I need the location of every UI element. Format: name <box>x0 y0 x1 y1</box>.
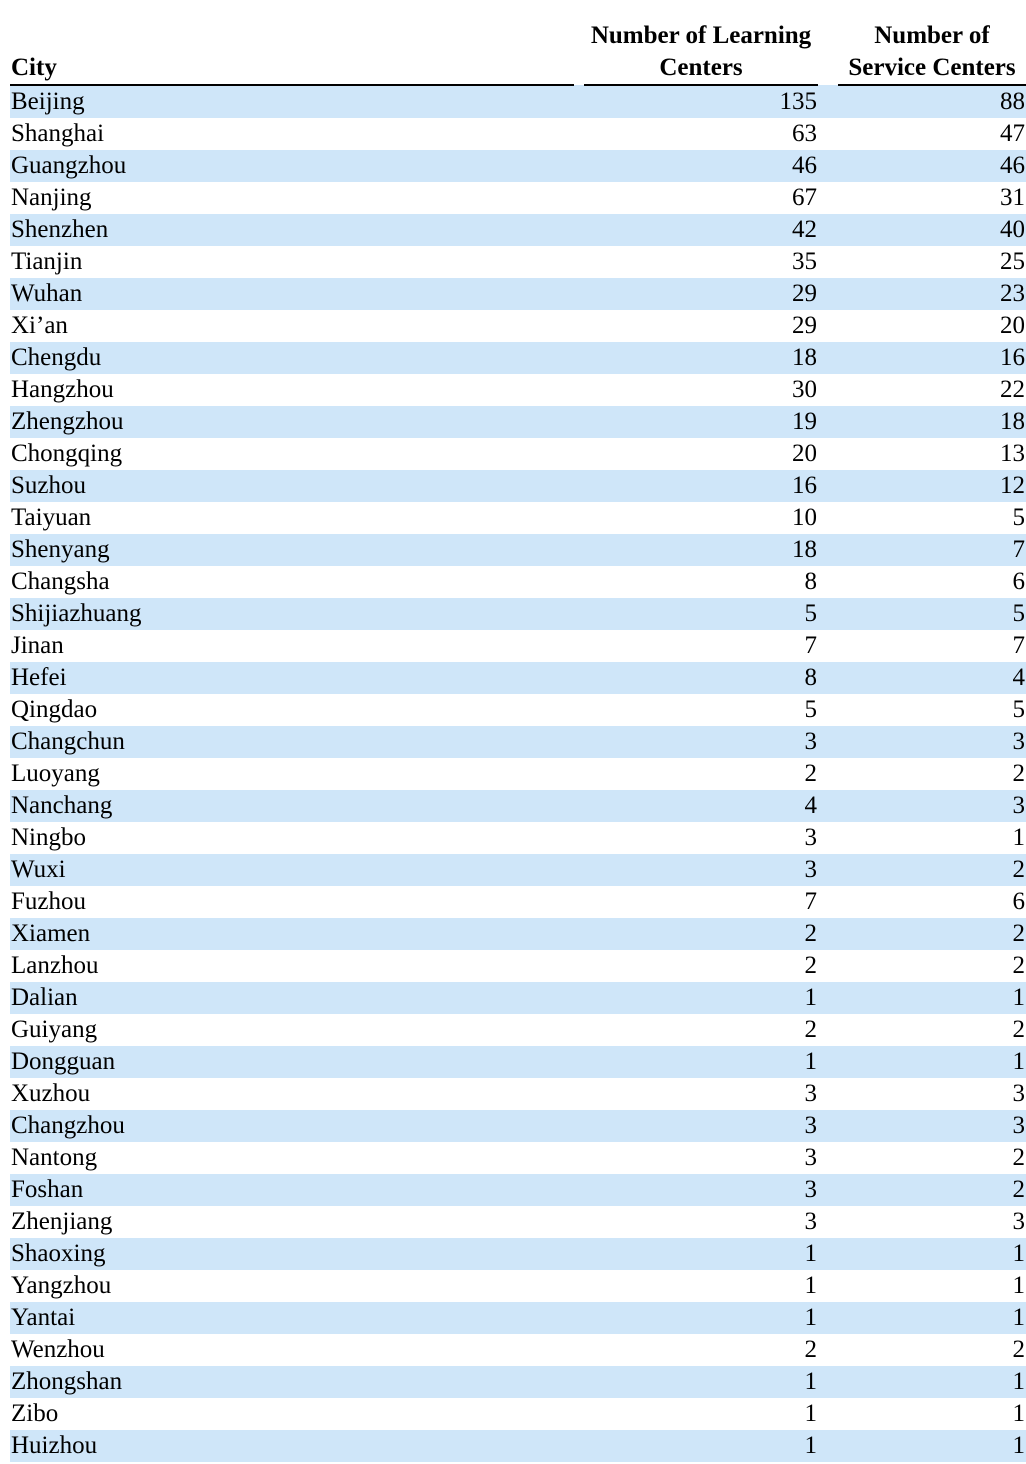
column-gap <box>574 790 584 822</box>
city-cell: Ningbo <box>10 822 574 854</box>
learning-centers-cell: 19 <box>584 406 818 438</box>
column-gap <box>574 214 584 246</box>
learning-centers-cell: 2 <box>584 1334 818 1366</box>
column-gap <box>818 278 838 310</box>
learning-centers-cell: 2 <box>584 950 818 982</box>
column-gap <box>818 854 838 886</box>
city-cell: Wuhan <box>10 278 574 310</box>
service-centers-cell: 7 <box>838 534 1026 566</box>
table-row <box>10 278 1026 310</box>
column-gap <box>574 1046 584 1078</box>
table-row <box>10 534 1026 566</box>
column-gap <box>574 1270 584 1302</box>
table-row <box>10 438 1026 470</box>
table-body <box>10 85 1026 1462</box>
column-gap <box>818 1302 838 1334</box>
service-centers-cell: 2 <box>838 1334 1026 1366</box>
city-cell: Qingdao <box>10 694 574 726</box>
table-row <box>10 470 1026 502</box>
city-cell: Hefei <box>10 662 574 694</box>
learning-centers-cell: 2 <box>584 918 818 950</box>
column-gap <box>818 822 838 854</box>
learning-centers-cell: 1 <box>584 1430 818 1462</box>
column-gap <box>574 150 584 182</box>
column-gap <box>818 1398 838 1430</box>
table-row <box>10 1270 1026 1302</box>
column-gap <box>818 726 838 758</box>
learning-centers-cell: 63 <box>584 118 818 150</box>
column-gap <box>574 534 584 566</box>
learning-centers-cell: 1 <box>584 982 818 1014</box>
column-gap <box>818 310 838 342</box>
table-row <box>10 1046 1026 1078</box>
service-centers-cell: 5 <box>838 694 1026 726</box>
service-centers-cell: 6 <box>838 566 1026 598</box>
column-gap <box>574 1302 584 1334</box>
city-cell: Nanchang <box>10 790 574 822</box>
learning-centers-cell: 67 <box>584 182 818 214</box>
table-row <box>10 758 1026 790</box>
table-row <box>10 982 1026 1014</box>
service-centers-cell: 1 <box>838 1238 1026 1270</box>
header-city-label: City <box>11 54 57 81</box>
learning-centers-cell: 3 <box>584 1174 818 1206</box>
table-row <box>10 566 1026 598</box>
header-learning-centers <box>584 20 818 85</box>
column-gap <box>574 854 584 886</box>
column-gap <box>818 150 838 182</box>
learning-centers-cell: 3 <box>584 822 818 854</box>
learning-centers-cell: 3 <box>584 854 818 886</box>
service-centers-cell: 88 <box>838 85 1026 118</box>
city-cell: Guangzhou <box>10 150 574 182</box>
learning-centers-cell: 3 <box>584 1142 818 1174</box>
city-cell: Taiyuan <box>10 502 574 534</box>
table-row <box>10 1302 1026 1334</box>
learning-centers-cell: 1 <box>584 1302 818 1334</box>
learning-centers-cell: 42 <box>584 214 818 246</box>
column-gap <box>574 1398 584 1430</box>
table-row <box>10 1334 1026 1366</box>
service-centers-cell: 18 <box>838 406 1026 438</box>
learning-centers-cell: 3 <box>584 1206 818 1238</box>
city-cell: Zhengzhou <box>10 406 574 438</box>
table-row <box>10 726 1026 758</box>
column-gap <box>574 85 584 118</box>
learning-centers-cell: 3 <box>584 1110 818 1142</box>
column-gap <box>574 118 584 150</box>
table-row <box>10 918 1026 950</box>
column-gap <box>818 342 838 374</box>
service-centers-cell: 25 <box>838 246 1026 278</box>
learning-centers-cell: 3 <box>584 726 818 758</box>
table-row <box>10 854 1026 886</box>
table-row <box>10 822 1026 854</box>
column-gap <box>818 982 838 1014</box>
city-cell: Nantong <box>10 1142 574 1174</box>
table-row <box>10 502 1026 534</box>
table-row <box>10 374 1026 406</box>
learning-centers-cell: 30 <box>584 374 818 406</box>
city-cell: Zhongshan <box>10 1366 574 1398</box>
column-gap <box>574 630 584 662</box>
city-cell: Foshan <box>10 1174 574 1206</box>
table-row <box>10 150 1026 182</box>
table-row <box>10 214 1026 246</box>
city-cell: Nanjing <box>10 182 574 214</box>
column-gap <box>818 1334 838 1366</box>
column-gap <box>818 1046 838 1078</box>
service-centers-cell: 22 <box>838 374 1026 406</box>
column-gap <box>574 182 584 214</box>
city-cell: Suzhou <box>10 470 574 502</box>
column-gap <box>818 214 838 246</box>
service-centers-cell: 12 <box>838 470 1026 502</box>
service-centers-cell: 5 <box>838 502 1026 534</box>
column-gap <box>574 726 584 758</box>
city-cell: Shanghai <box>10 118 574 150</box>
column-gap <box>574 1334 584 1366</box>
column-gap <box>574 1238 584 1270</box>
city-cell: Wuxi <box>10 854 574 886</box>
column-gap <box>574 502 584 534</box>
service-centers-cell: 46 <box>838 150 1026 182</box>
column-gap <box>574 662 584 694</box>
learning-centers-cell: 1 <box>584 1238 818 1270</box>
table-row <box>10 182 1026 214</box>
table-row <box>10 1398 1026 1430</box>
city-cell: Huizhou <box>10 1430 574 1462</box>
city-cell: Changzhou <box>10 1110 574 1142</box>
table-row <box>10 630 1026 662</box>
column-gap <box>574 1014 584 1046</box>
learning-centers-cell: 29 <box>584 310 818 342</box>
table-row <box>10 790 1026 822</box>
service-centers-cell: 1 <box>838 1270 1026 1302</box>
table-header <box>10 20 1026 85</box>
column-gap <box>818 918 838 950</box>
column-gap <box>574 1206 584 1238</box>
city-cell: Yangzhou <box>10 1270 574 1302</box>
column-gap <box>574 1110 584 1142</box>
column-gap <box>574 438 584 470</box>
column-gap <box>818 182 838 214</box>
column-gap <box>818 1430 838 1462</box>
service-centers-cell: 1 <box>838 822 1026 854</box>
city-cell: Xuzhou <box>10 1078 574 1110</box>
column-gap <box>818 1174 838 1206</box>
column-gap <box>818 1270 838 1302</box>
column-gap <box>574 342 584 374</box>
learning-centers-cell: 4 <box>584 790 818 822</box>
table-row <box>10 246 1026 278</box>
table-row <box>10 1014 1026 1046</box>
header-service-centers <box>838 20 1026 85</box>
learning-centers-cell: 20 <box>584 438 818 470</box>
service-centers-cell: 3 <box>838 726 1026 758</box>
learning-centers-cell: 7 <box>584 630 818 662</box>
column-gap <box>818 374 838 406</box>
column-gap <box>818 694 838 726</box>
column-gap <box>574 1174 584 1206</box>
learning-centers-cell: 16 <box>584 470 818 502</box>
table-row <box>10 342 1026 374</box>
column-gap <box>574 566 584 598</box>
column-gap <box>818 1366 838 1398</box>
service-centers-cell: 1 <box>838 1046 1026 1078</box>
table-row <box>10 406 1026 438</box>
table-row <box>10 662 1026 694</box>
column-gap <box>818 758 838 790</box>
column-gap <box>818 598 838 630</box>
header-learning-line1: Number of Learning <box>590 22 812 49</box>
column-gap <box>574 918 584 950</box>
service-centers-cell: 3 <box>838 790 1026 822</box>
city-cell: Jinan <box>10 630 574 662</box>
city-cell: Hangzhou <box>10 374 574 406</box>
city-cell: Chongqing <box>10 438 574 470</box>
service-centers-cell: 1 <box>838 1398 1026 1430</box>
learning-centers-cell: 18 <box>584 342 818 374</box>
column-gap <box>574 822 584 854</box>
city-cell: Tianjin <box>10 246 574 278</box>
city-cell: Xi’an <box>10 310 574 342</box>
table-row <box>10 1142 1026 1174</box>
table-row <box>10 1174 1026 1206</box>
table-row <box>10 1078 1026 1110</box>
header-service-line2: Service Centers <box>848 54 1016 81</box>
column-gap <box>818 1014 838 1046</box>
column-gap <box>818 1206 838 1238</box>
column-gap <box>574 310 584 342</box>
city-cell: Lanzhou <box>10 950 574 982</box>
column-gap <box>818 662 838 694</box>
city-cell: Changsha <box>10 566 574 598</box>
service-centers-cell: 4 <box>838 662 1026 694</box>
header-learning-line2: Centers <box>659 54 743 81</box>
city-cell: Beijing <box>10 85 574 118</box>
column-gap <box>574 886 584 918</box>
city-cell: Shijiazhuang <box>10 598 574 630</box>
city-cell: Shenzhen <box>10 214 574 246</box>
header-gap <box>818 20 838 85</box>
service-centers-cell: 2 <box>838 950 1026 982</box>
column-gap <box>574 374 584 406</box>
city-cell: Chengdu <box>10 342 574 374</box>
service-centers-cell: 3 <box>838 1206 1026 1238</box>
column-gap <box>818 1110 838 1142</box>
service-centers-cell: 2 <box>838 1014 1026 1046</box>
city-cell: Wenzhou <box>10 1334 574 1366</box>
column-gap <box>574 470 584 502</box>
service-centers-cell: 16 <box>838 342 1026 374</box>
header-city <box>10 20 574 85</box>
column-gap <box>818 886 838 918</box>
column-gap <box>818 790 838 822</box>
column-gap <box>818 246 838 278</box>
city-cell: Fuzhou <box>10 886 574 918</box>
learning-centers-cell: 1 <box>584 1398 818 1430</box>
service-centers-cell: 1 <box>838 982 1026 1014</box>
learning-centers-cell: 46 <box>584 150 818 182</box>
city-cell: Xiamen <box>10 918 574 950</box>
learning-centers-cell: 2 <box>584 758 818 790</box>
learning-centers-cell: 10 <box>584 502 818 534</box>
service-centers-cell: 5 <box>838 598 1026 630</box>
column-gap <box>574 950 584 982</box>
city-cell: Dongguan <box>10 1046 574 1078</box>
header-gap <box>574 20 584 85</box>
column-gap <box>818 566 838 598</box>
learning-centers-cell: 3 <box>584 1078 818 1110</box>
column-gap <box>574 694 584 726</box>
column-gap <box>818 406 838 438</box>
table-row <box>10 598 1026 630</box>
service-centers-cell: 2 <box>838 1174 1026 1206</box>
centers-by-city-table <box>10 20 1026 1462</box>
learning-centers-cell: 8 <box>584 566 818 598</box>
column-gap <box>818 630 838 662</box>
table-row <box>10 1238 1026 1270</box>
city-cell: Zhenjiang <box>10 1206 574 1238</box>
learning-centers-cell: 35 <box>584 246 818 278</box>
service-centers-cell: 3 <box>838 1110 1026 1142</box>
learning-centers-cell: 8 <box>584 662 818 694</box>
service-centers-cell: 6 <box>838 886 1026 918</box>
table-row <box>10 1366 1026 1398</box>
learning-centers-cell: 1 <box>584 1270 818 1302</box>
city-cell: Zibo <box>10 1398 574 1430</box>
table-row <box>10 950 1026 982</box>
learning-centers-cell: 18 <box>584 534 818 566</box>
header-row <box>10 20 1026 85</box>
column-gap <box>574 1142 584 1174</box>
learning-centers-cell: 29 <box>584 278 818 310</box>
service-centers-cell: 3 <box>838 1078 1026 1110</box>
header-service-line1: Number of <box>874 22 990 49</box>
column-gap <box>818 1078 838 1110</box>
service-centers-cell: 2 <box>838 918 1026 950</box>
service-centers-cell: 31 <box>838 182 1026 214</box>
learning-centers-cell: 5 <box>584 598 818 630</box>
centers-table-container <box>10 20 1026 1462</box>
table-row <box>10 886 1026 918</box>
service-centers-cell: 13 <box>838 438 1026 470</box>
city-cell: Luoyang <box>10 758 574 790</box>
table-row <box>10 310 1026 342</box>
city-cell: Shaoxing <box>10 1238 574 1270</box>
service-centers-cell: 40 <box>838 214 1026 246</box>
column-gap <box>818 502 838 534</box>
table-row <box>10 1206 1026 1238</box>
column-gap <box>818 438 838 470</box>
column-gap <box>574 1430 584 1462</box>
service-centers-cell: 2 <box>838 854 1026 886</box>
column-gap <box>574 1078 584 1110</box>
table-row <box>10 694 1026 726</box>
learning-centers-cell: 5 <box>584 694 818 726</box>
column-gap <box>818 1238 838 1270</box>
service-centers-cell: 2 <box>838 758 1026 790</box>
learning-centers-cell: 7 <box>584 886 818 918</box>
column-gap <box>818 534 838 566</box>
column-gap <box>818 950 838 982</box>
service-centers-cell: 23 <box>838 278 1026 310</box>
column-gap <box>818 470 838 502</box>
service-centers-cell: 1 <box>838 1302 1026 1334</box>
service-centers-cell: 47 <box>838 118 1026 150</box>
column-gap <box>574 1366 584 1398</box>
city-cell: Guiyang <box>10 1014 574 1046</box>
city-cell: Dalian <box>10 982 574 1014</box>
column-gap <box>574 982 584 1014</box>
table-row <box>10 1110 1026 1142</box>
learning-centers-cell: 2 <box>584 1014 818 1046</box>
learning-centers-cell: 1 <box>584 1366 818 1398</box>
column-gap <box>574 598 584 630</box>
table-row <box>10 85 1026 118</box>
column-gap <box>574 406 584 438</box>
service-centers-cell: 1 <box>838 1430 1026 1462</box>
learning-centers-cell: 135 <box>584 85 818 118</box>
service-centers-cell: 20 <box>838 310 1026 342</box>
column-gap <box>818 118 838 150</box>
column-gap <box>818 1142 838 1174</box>
service-centers-cell: 1 <box>838 1366 1026 1398</box>
city-cell: Shenyang <box>10 534 574 566</box>
column-gap <box>574 278 584 310</box>
learning-centers-cell: 1 <box>584 1046 818 1078</box>
column-gap <box>818 85 838 118</box>
service-centers-cell: 2 <box>838 1142 1026 1174</box>
city-cell: Changchun <box>10 726 574 758</box>
table-row <box>10 118 1026 150</box>
column-gap <box>574 246 584 278</box>
service-centers-cell: 7 <box>838 630 1026 662</box>
city-cell: Yantai <box>10 1302 574 1334</box>
table-row <box>10 1430 1026 1462</box>
column-gap <box>574 758 584 790</box>
